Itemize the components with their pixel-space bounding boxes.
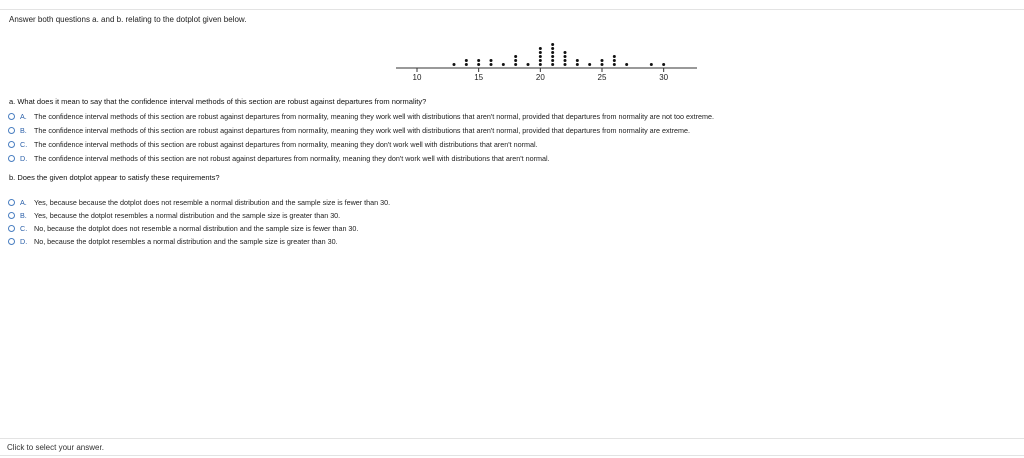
question-b-option-b[interactable]: [8, 211, 340, 220]
dot-marker: [564, 59, 567, 62]
option-text: No, because the dotplot does not resemble a normal distribution and the sample size is fewer than 30.: [34, 224, 359, 233]
footer-rule: [0, 438, 1024, 439]
dot-marker: [465, 59, 468, 62]
radio-icon[interactable]: [8, 225, 15, 232]
dot-marker: [490, 59, 493, 62]
dotplot-chart: [0, 0, 1024, 90]
dot-marker: [539, 63, 542, 66]
dot-marker: [514, 59, 517, 62]
x-tick-label: 20: [535, 73, 545, 82]
option-text: The confidence interval methods of this section are not robust against departures from normality, meaning they don't work well with distributions that aren't normal.: [34, 154, 550, 163]
question-b-option-c[interactable]: [8, 224, 358, 233]
question-a-option-a[interactable]: [8, 112, 714, 121]
question-a-option-c[interactable]: [8, 140, 538, 149]
dot-marker: [551, 43, 554, 46]
radio-icon[interactable]: [8, 155, 15, 162]
dot-marker: [551, 55, 554, 58]
dot-marker: [539, 47, 542, 50]
radio-icon[interactable]: [8, 127, 15, 134]
dot-marker: [539, 59, 542, 62]
question-b-text: b. Does the given dotplot appear to satisfy these requirements?: [9, 173, 220, 182]
instructions: Answer both questions a. and b. relating to the dotplot given below.: [9, 15, 247, 24]
dot-marker: [551, 59, 554, 62]
option-letter: C.: [20, 140, 28, 149]
question-b-option-a[interactable]: [8, 198, 390, 207]
dot-marker: [613, 59, 616, 62]
dot-marker: [625, 63, 628, 66]
option-text: Yes, because the dotplot resembles a normal distribution and the sample size is greater than 30.: [34, 211, 341, 220]
dot-marker: [527, 63, 530, 66]
dot-marker: [551, 51, 554, 54]
dot-marker: [551, 63, 554, 66]
option-text: Yes, because because the dotplot does not resemble a normal distribution and the sample size is fewer than 30.: [34, 198, 391, 207]
option-letter: A.: [20, 198, 27, 207]
dot-marker: [650, 63, 653, 66]
option-letter: D.: [20, 154, 28, 163]
dot-marker: [564, 55, 567, 58]
option-letter: D.: [20, 237, 28, 246]
bottom-rule: [0, 455, 1024, 456]
option-letter: B.: [20, 126, 27, 135]
option-text: The confidence interval methods of this section are robust against departures from normality, meaning they work well with distributions that aren't normal, provided that departures from normality are extreme.: [34, 126, 691, 135]
dot-marker: [551, 47, 554, 50]
option-text: The confidence interval methods of this section are robust against departures from normality, meaning they work well with distributions that aren't normal, provided that departures from normality are not too extreme.: [34, 112, 714, 121]
x-tick-label: 25: [597, 73, 607, 82]
dot-marker: [514, 63, 517, 66]
question-b-option-d[interactable]: [8, 237, 338, 246]
option-letter: B.: [20, 211, 27, 220]
radio-icon[interactable]: [8, 199, 15, 206]
question-a-text: a. What does it mean to say that the confidence interval methods of this section are robust against departures from normality?: [9, 97, 427, 106]
option-text: No, because the dotplot resembles a normal distribution and the sample size is greater than 30.: [34, 237, 338, 246]
dot-marker: [490, 63, 493, 66]
footer-hint: Click to select your answer.: [7, 443, 104, 452]
radio-icon[interactable]: [8, 141, 15, 148]
x-tick-label: 15: [474, 73, 484, 82]
dot-marker: [453, 63, 456, 66]
radio-icon[interactable]: [8, 113, 15, 120]
dot-marker: [477, 63, 480, 66]
dot-marker: [477, 59, 480, 62]
radio-icon[interactable]: [8, 212, 15, 219]
dot-marker: [662, 63, 665, 66]
dot-marker: [564, 63, 567, 66]
x-tick-label: 30: [659, 73, 669, 82]
dot-marker: [601, 63, 604, 66]
question-a-option-b[interactable]: [8, 126, 690, 135]
dot-marker: [613, 63, 616, 66]
dot-marker: [576, 63, 579, 66]
option-text: The confidence interval methods of this section are robust against departures from normality, meaning they don't work well with distributions that aren't normal.: [34, 140, 538, 149]
option-letter: C.: [20, 224, 28, 233]
dot-marker: [502, 63, 505, 66]
dot-marker: [588, 63, 591, 66]
x-tick-label: 10: [412, 73, 422, 82]
dot-marker: [576, 59, 579, 62]
dot-marker: [465, 63, 468, 66]
radio-icon[interactable]: [8, 238, 15, 245]
dot-marker: [564, 51, 567, 54]
dot-marker: [514, 55, 517, 58]
dot-marker: [601, 59, 604, 62]
option-letter: A.: [20, 112, 27, 121]
dot-marker: [613, 55, 616, 58]
dot-marker: [539, 51, 542, 54]
question-a-option-d[interactable]: [8, 154, 550, 163]
dot-marker: [539, 55, 542, 58]
